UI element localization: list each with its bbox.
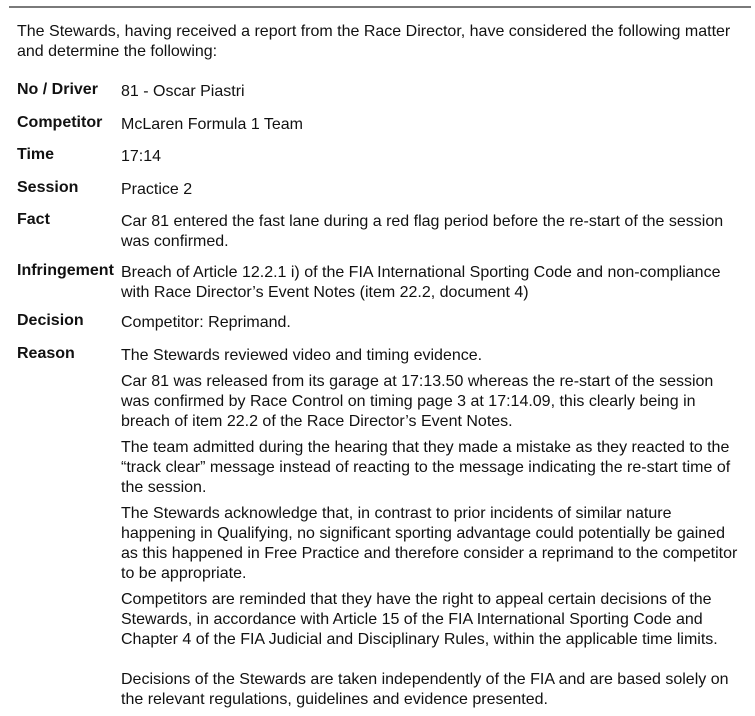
reason-paragraph: The team admitted during the hearing that they made a mistake as they reacted to the “track clear” message instead of reacting to the message indicating the re-start time of the session. [121,439,731,496]
field-value: 81 - Oscar Piastri [121,83,245,100]
header-divider [9,6,751,8]
independence-notice: Decisions of the Stewards are taken independently of the FIA and are based solely on the relevant regulations, guidelines and evidence presented. [121,671,729,708]
appeal-notice: Competitors are reminded that they have the right to appeal certain decisions of the Stewards, in accordance with Article 15 of the FIA International Sporting Code and Chapter 4 of the FIA Judicial and Disciplinary Rules, within the applicable time limits. [121,591,718,648]
field-label: Infringement [17,262,114,279]
reason-paragraph: The Stewards acknowledge that, in contrast to prior incidents of similar nature happening in Qualifying, no significant sporting advantage could potentially be gained as this happened in Free Practice and therefore consider a reprimand to the competitor to be appropriate. [121,505,738,582]
field-label: Reason [17,345,75,362]
reason-body [121,346,746,716]
field-value: McLaren Formula 1 Team [121,116,303,133]
field-label: Session [17,179,79,196]
reason-paragraph: The Stewards reviewed video and timing evidence. [121,347,483,364]
field-value: Car 81 entered the fast lane during a red flag period before the re-start of the session was confirmed. [121,213,724,250]
field-label: Competitor [17,114,103,131]
field-label: No / Driver [17,81,98,98]
field-label: Fact [17,211,50,228]
field-value: 17:14 [121,148,162,165]
field-value: Practice 2 [121,181,193,198]
field-label: Decision [17,312,84,329]
intro-text: The Stewards, having received a report from the Race Director, have considered the following matter and determine the following: [17,23,731,60]
field-value: Competitor: Reprimand. [121,314,291,331]
field-value: Breach of Article 12.2.1 i) of the FIA International Sporting Code and non-compliance with Race Director’s Event Notes (item 22.2, document 4) [121,264,721,301]
reason-paragraph: Car 81 was released from its garage at 17:13.50 whereas the re-start of the session was confirmed by Race Control on timing page 3 at 17:14.09, this clearly being in breach of item 22.2 of the Race Director’s Event Notes. [121,373,714,430]
field-label: Time [17,146,55,163]
